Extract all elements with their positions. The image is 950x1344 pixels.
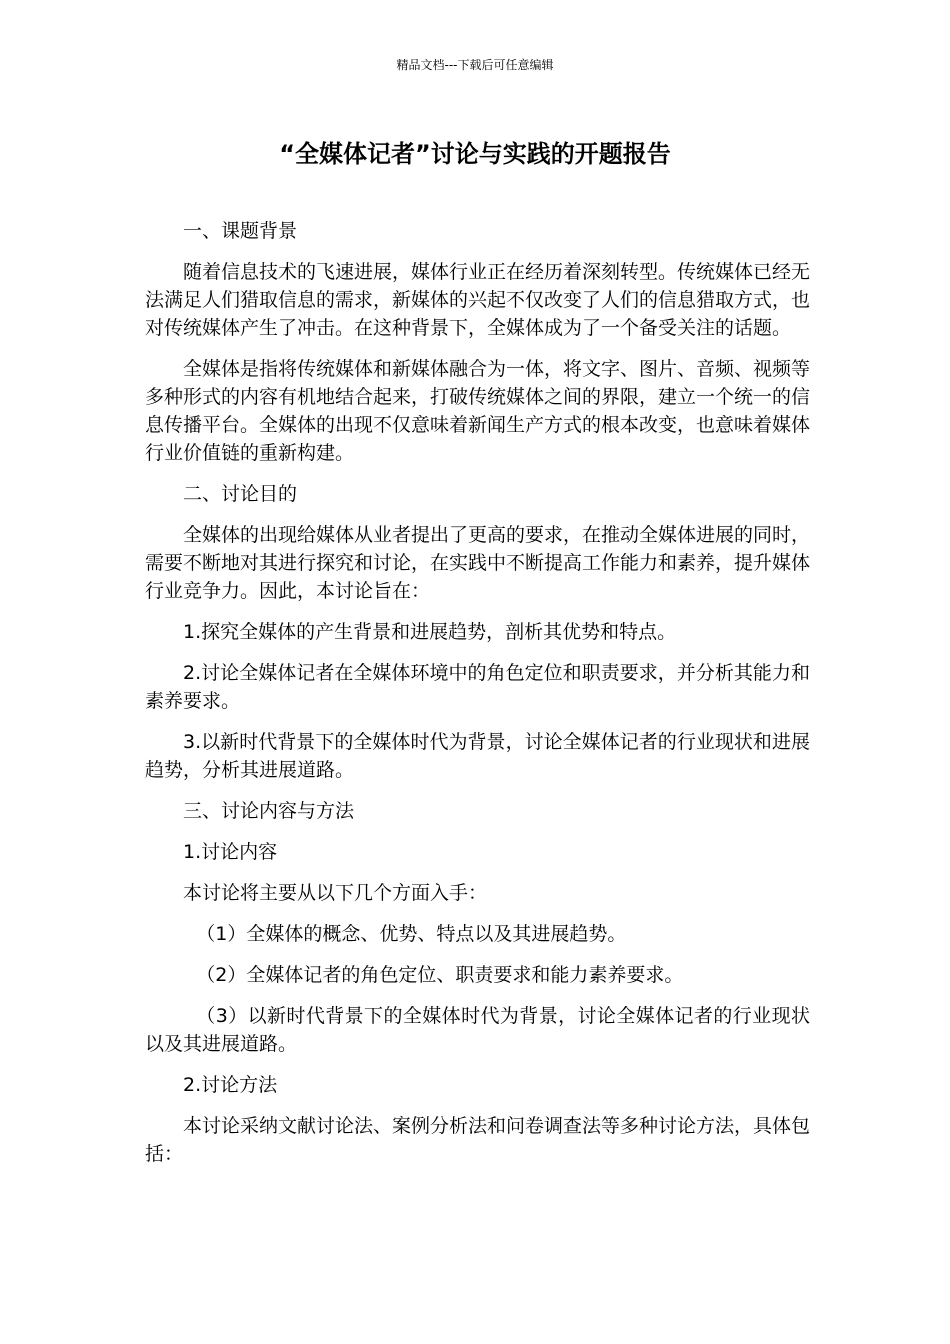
section-heading-purpose: 二、讨论目的	[183, 483, 298, 505]
page-header: 精品文档---下载后可任意编辑	[396, 58, 554, 72]
paragraph: 随着信息技术的飞速进展，媒体行业正在经历着深刻转型。传统媒体已经无法满足人们猎取信息的需求，新媒体的兴起不仅改变了人们的信息猎取方式，也对传统媒体产生了冲击。在这种背景下，全媒体成为了一个备受关注的话题。	[145, 261, 811, 339]
list-item: （1）全媒体的概念、优势、特点以及其进展趋势。	[196, 923, 627, 945]
list-item: （2）全媒体记者的角色定位、职责要求和能力素养要求。	[196, 964, 684, 986]
document-title: “全媒体记者”讨论与实践的开题报告	[279, 140, 671, 168]
list-item: 3.以新时代背景下的全媒体时代为背景，讨论全媒体记者的行业现状和进展趋势，分析其进展道路。	[145, 731, 810, 781]
list-item: （3）以新时代背景下的全媒体时代为背景，讨论全媒体记者的行业现状以及其进展道路。	[145, 1005, 810, 1055]
section-heading-content-method: 三、讨论内容与方法	[183, 800, 355, 822]
subsection-heading-method: 2.讨论方法	[183, 1074, 278, 1096]
paragraph: 本讨论将主要从以下几个方面入手：	[183, 882, 488, 904]
list-item: 1.探究全媒体的产生背景和进展趋势，剖析其优势和特点。	[183, 621, 677, 643]
section-heading-background: 一、课题背景	[183, 220, 298, 242]
paragraph: 全媒体的出现给媒体从业者提出了更高的要求，在推动全媒体进展的同时，需要不断地对其进行探究和讨论，在实践中不断提高工作能力和素养，提升媒体行业竞争力。因此，本讨论旨在：	[145, 524, 811, 602]
paragraph: 全媒体是指将传统媒体和新媒体融合为一体，将文字、图片、音频、视频等多种形式的内容有机地结合起来，打破传统媒体之间的界限，建立一个统一的信息传播平台。全媒体的出现不仅意味着新闻生产方式的根本改变，也意味着媒体行业价值链的重新构建。	[145, 358, 811, 464]
document-body	[145, 217, 810, 1181]
paragraph: 本讨论采纳文献讨论法、案例分析法和问卷调查法等多种讨论方法，具体包括：	[145, 1115, 811, 1165]
subsection-heading-content: 1.讨论内容	[183, 841, 278, 863]
list-item: 2.讨论全媒体记者在全媒体环境中的角色定位和职责要求，并分析其能力和素养要求。	[145, 662, 810, 712]
